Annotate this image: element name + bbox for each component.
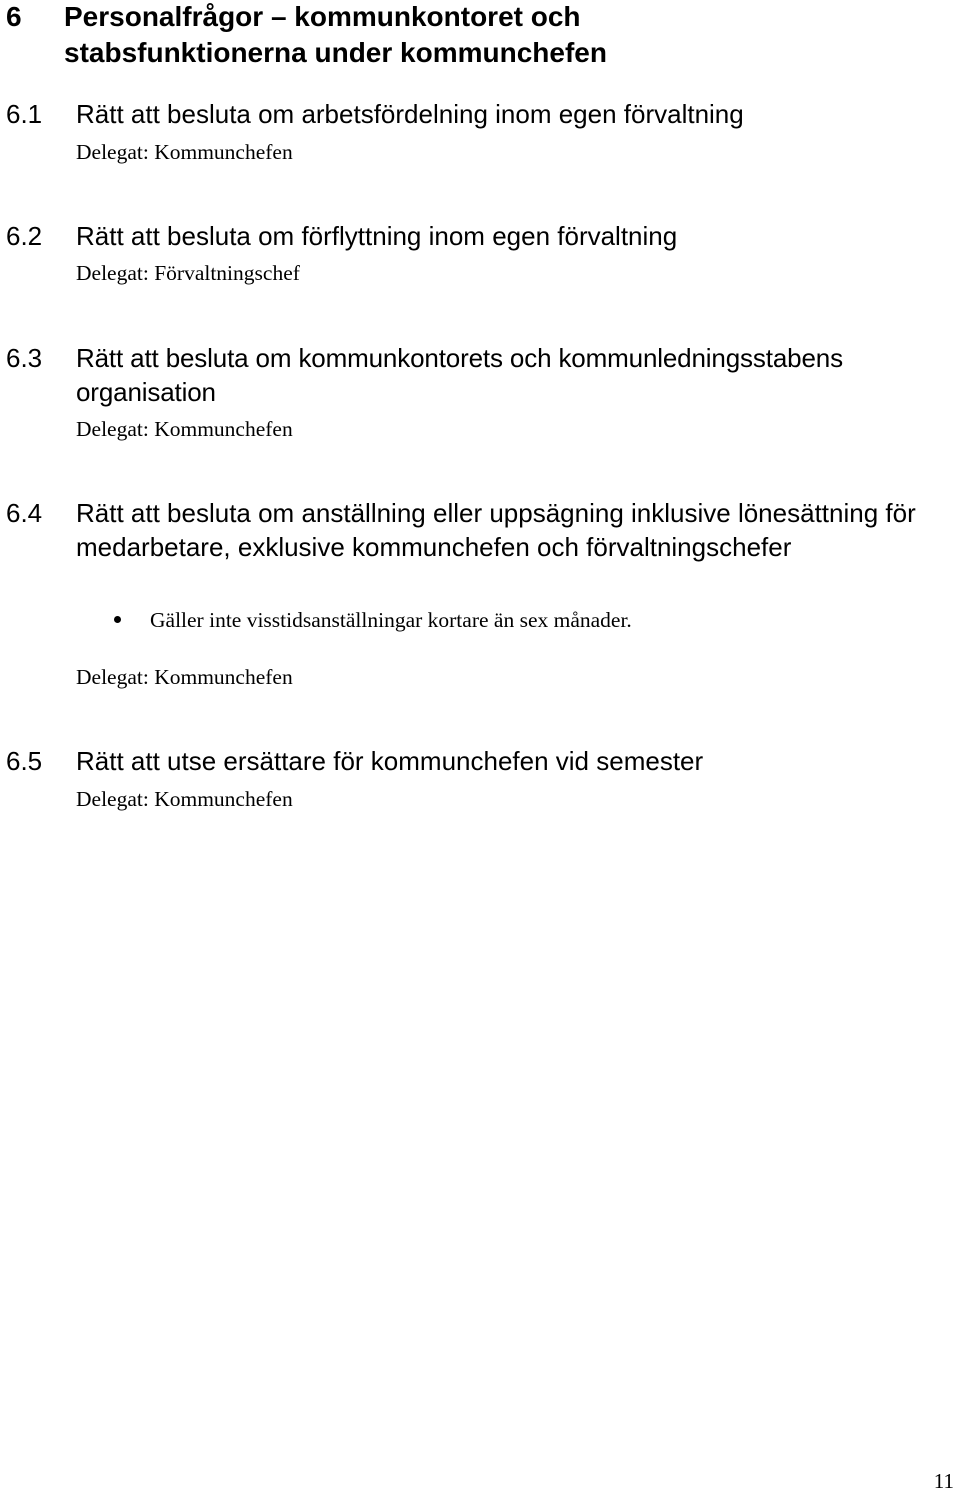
- section-number: 6.1: [6, 99, 43, 129]
- section-delegate: Delegat: Förvaltningschef: [76, 261, 300, 285]
- section-number: 6.3: [6, 343, 43, 373]
- section-delegate: Delegat: Kommunchefen: [76, 140, 293, 164]
- section-delegate: Delegat: Kommunchefen: [76, 417, 293, 441]
- bullet-icon: [114, 616, 121, 623]
- page-number: 11: [933, 1469, 954, 1493]
- section-title: Rätt att besluta om kommunkontorets och kommunledningsstabens organisation: [76, 343, 843, 407]
- section-number: 6.2: [6, 221, 43, 251]
- section-title: Rätt att utse ersättare för kommunchefen vid semester: [76, 746, 704, 776]
- section-title: Rätt att besluta om arbetsfördelning inom egen förvaltning: [76, 99, 744, 129]
- section-number: 6.4: [6, 498, 43, 528]
- section-title: Rätt att besluta om förflyttning inom egen förvaltning: [76, 221, 678, 251]
- bullet-text: Gäller inte visstidsanställningar kortare än sex månader.: [150, 608, 632, 632]
- section-delegate: Delegat: Kommunchefen: [76, 787, 293, 811]
- bullet-item: [0, 607, 960, 633]
- section-delegate: Delegat: Kommunchefen: [76, 665, 293, 689]
- section-number: 6.5: [6, 746, 43, 776]
- chapter-number: 6: [6, 1, 22, 32]
- chapter-title: Personalfrågor – kommunkontoret och stabsfunktionerna under kommunchefen: [64, 1, 607, 68]
- section-title: Rätt att besluta om anställning eller uppsägning inklusive lönesättning för medarbetare, exklusive kommunchefen och förvaltningschefer: [76, 498, 916, 562]
